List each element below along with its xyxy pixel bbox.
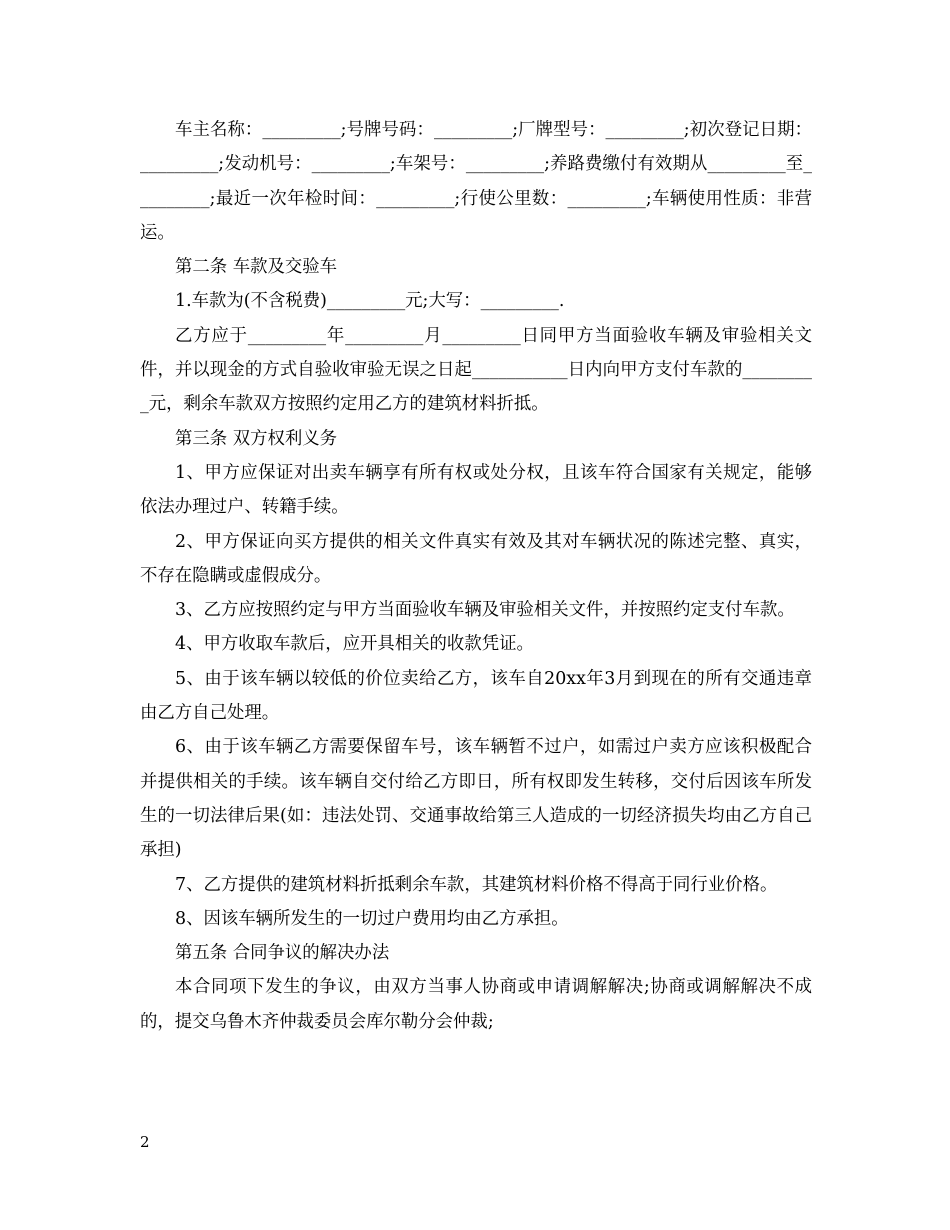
document-body [140, 113, 812, 1039]
article-2-heading: 第二条 车款及交验车 [175, 257, 338, 278]
vehicle-info-paragraph: 车主名称：_________;号牌号码：_________;厂牌型号：_________;初次登记日期：_________;发动机号：_________;车架号：_________;养路费缴付有效期从_________至_________;最近一次年检时间：_________;行使公里数：_________;车辆使用性质：非营运。 [140, 120, 812, 243]
obligation-clause-7: 7、乙方提供的建筑材料折抵剩余车款，其建筑材料价格不得高于同行业价格。 [175, 874, 778, 895]
obligation-clause-3: 3、乙方应按照约定与甲方当面验收车辆及审验相关文件，并按照约定支付车款。 [175, 600, 795, 621]
obligation-clause-1: 1、甲方应保证对出卖车辆享有所有权或处分权，且该车符合国家有关规定，能够依法办理过户、转籍手续。 [140, 462, 812, 518]
obligation-clause-6: 6、由于该车辆乙方需要保留车号，该车辆暂不过户，如需过户卖方应该积极配合并提供相关的手续。该车辆自交付给乙方即日，所有权即发生转移，交付后因该车所发生的一切法律后果(如：违法处罚、交通事故给第三人造成的一切经济损失均由乙方自己承担) [140, 737, 812, 861]
page-number: 2 [140, 1133, 150, 1151]
obligation-clause-4: 4、甲方收取车款后，应开具相关的收款凭证。 [175, 634, 534, 655]
obligation-clause-2: 2、甲方保证向买方提供的相关文件真实有效及其对车辆状况的陈述完整、真实，不存在隐瞒或虚假成分。 [140, 531, 812, 586]
inspection-payment-paragraph: 乙方应于_________年_________月_________日同甲方当面验收车辆及审验相关文件，并以现金的方式自验收审验无误之日起___________日内向甲方支付车款的_________元，剩余车款双方按照约定用乙方的建筑材料折抵。 [140, 325, 812, 415]
obligation-clause-5: 5、由于该车辆以较低的价位卖给乙方，该车自20xx年3月到现在的所有交通违章由乙方自己处理。 [140, 668, 812, 724]
price-clause-1: 1.车款为(不含税费)_________元;大写：_________. [175, 291, 565, 312]
dispute-resolution-paragraph: 本合同项下发生的争议，由双方当事人协商或申请调解解决;协商或调解解决不成的，提交乌鲁木齐仲裁委员会库尔勒分会仲裁; [140, 977, 812, 1032]
article-5-heading: 第五条 合同争议的解决办法 [175, 943, 390, 964]
obligation-clause-8: 8、因该车辆所发生的一切过户费用均由乙方承担。 [175, 908, 569, 929]
article-3-heading: 第三条 双方权利义务 [175, 428, 338, 449]
